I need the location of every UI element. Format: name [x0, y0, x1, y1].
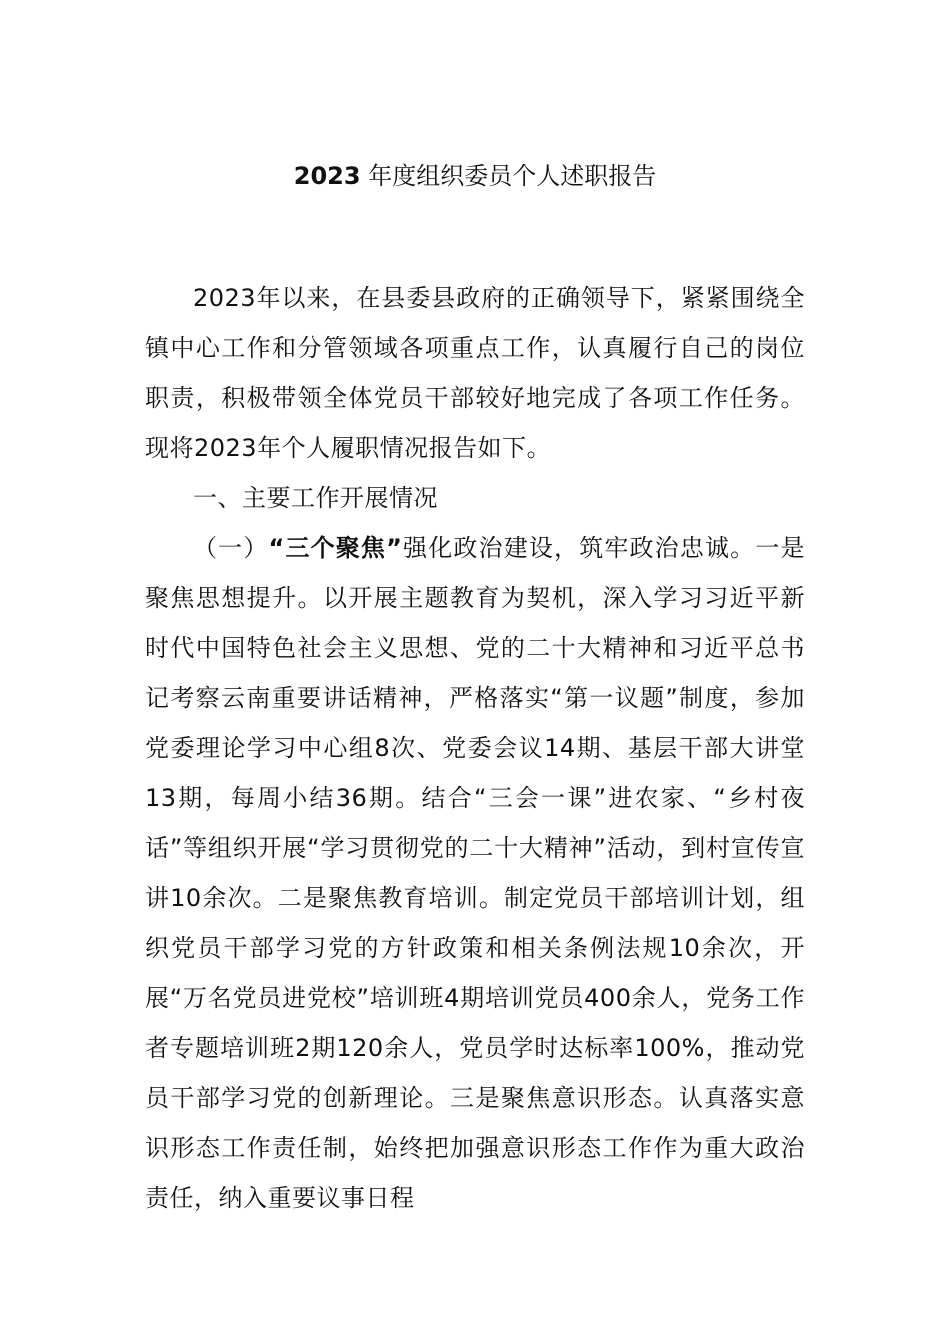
document-body [145, 273, 805, 1223]
subsection-text: 强化政治建设，筑牢政治忠诚。一是聚焦思想提升。以开展主题教育为契机，深入学习习近平新时代中国特色社会主义思想、党的二十大精神和习近平总书记考察云南重要讲话精神，严格落实“第一议题”制度，参加党委理论学习中心组8次、党委会议14期、基层干部大讲堂13期，每周小结36期。结合“三会一课”进农家、“乡村夜话”等组织开展“学习贯彻党的二十大精神”活动，到村宣传宣讲10余次。二是聚焦教育培训。制定党员干部培训计划，组织党员干部学习党的方针政策和相关条例法规10余次，开展“万名党员进党校”培训班4期培训党员400余人，党务工作者专题培训班2期120余人，党员学时达标率100%，推动党员干部学习党的创新理论。三是聚焦意识形态。认真落实意识形态工作责任制，始终把加强意识形态工作作为重大政治责任，纳入重要议事日程 [145, 534, 806, 1212]
title-year: 2023 [293, 162, 361, 190]
section-heading: 一、主要工作开展情况 [193, 484, 438, 512]
intro-paragraph: 2023年以来，在县委县政府的正确领导下，紧紧围绕全镇中心工作和分管领域各项重点工作，认真履行自己的岗位职责，积极带领全体党员干部较好地完成了各项工作任务。现将2023年个人履职情况报告如下。 [145, 284, 805, 462]
subsection-label: （一） [193, 534, 269, 562]
title-text: 年度组织委员个人述职报告 [368, 162, 657, 190]
subsection-paragraph [145, 523, 805, 1223]
document-title [0, 158, 950, 194]
subsection-bold-phrase: “三个聚焦” [268, 534, 403, 562]
